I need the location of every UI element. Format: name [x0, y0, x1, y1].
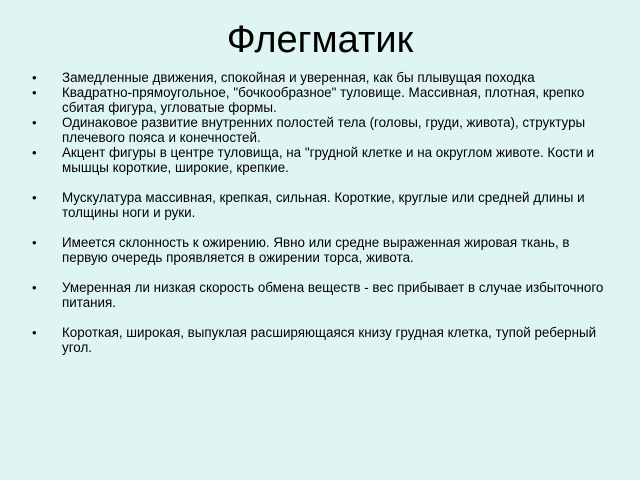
bullet-list: [32, 70, 612, 355]
bullet-icon: •: [32, 190, 37, 205]
bullet-text-7: Умеренная ли низкая скорость обмена веществ - вес прибывает в случае избыточного питания.: [62, 280, 604, 310]
bullet-item-7: [32, 280, 612, 310]
bullet-item-3: [32, 115, 612, 145]
bullet-item-2: [32, 85, 612, 115]
bullet-text-6: Имеется склонность к ожирению. Явно или средне выраженная жировая ткань, в первую очередь проявляется в ожирении торса, живота.: [62, 235, 570, 265]
bullet-item-4: [32, 145, 612, 175]
bullet-item-1: [32, 70, 612, 85]
bullet-text-2: Квадратно-прямоугольное, "бочкообразное" туловище. Массивная, плотная, крепко сбитая фигура, угловатые формы.: [62, 85, 585, 115]
bullet-icon: •: [32, 280, 37, 295]
bullet-icon: •: [32, 235, 37, 250]
bullet-text-5: Мускулатура массивная, крепкая, сильная. Короткие, круглые или средней длины и толщины ноги и руки.: [62, 190, 585, 220]
bullet-icon: •: [32, 85, 37, 100]
bullet-icon: •: [32, 325, 37, 340]
bullet-item-6: [32, 235, 612, 265]
bullet-text-3: Одинаковое развитие внутренних полостей тела (головы, груди, живота), структуры плечевого пояса и конечностей.: [62, 115, 586, 145]
bullet-icon: •: [32, 145, 37, 160]
bullet-item-5: [32, 190, 612, 220]
bullet-text-1: Замедленные движения, спокойная и уверенная, как бы плывущая походка: [62, 70, 535, 85]
slide-title: Флегматик: [226, 19, 414, 61]
bullet-item-8: [32, 325, 612, 355]
bullet-text-4: Акцент фигуры в центре туловища, на "грудной клетке и на округлом животе. Кости и мышцы короткие, широкие, крепкие.: [62, 145, 595, 175]
bullet-icon: •: [32, 70, 37, 85]
bullet-text-8: Короткая, широкая, выпуклая расширяющаяся книзу грудная клетка, тупой реберный угол.: [62, 325, 597, 355]
bullet-icon: •: [32, 115, 37, 130]
